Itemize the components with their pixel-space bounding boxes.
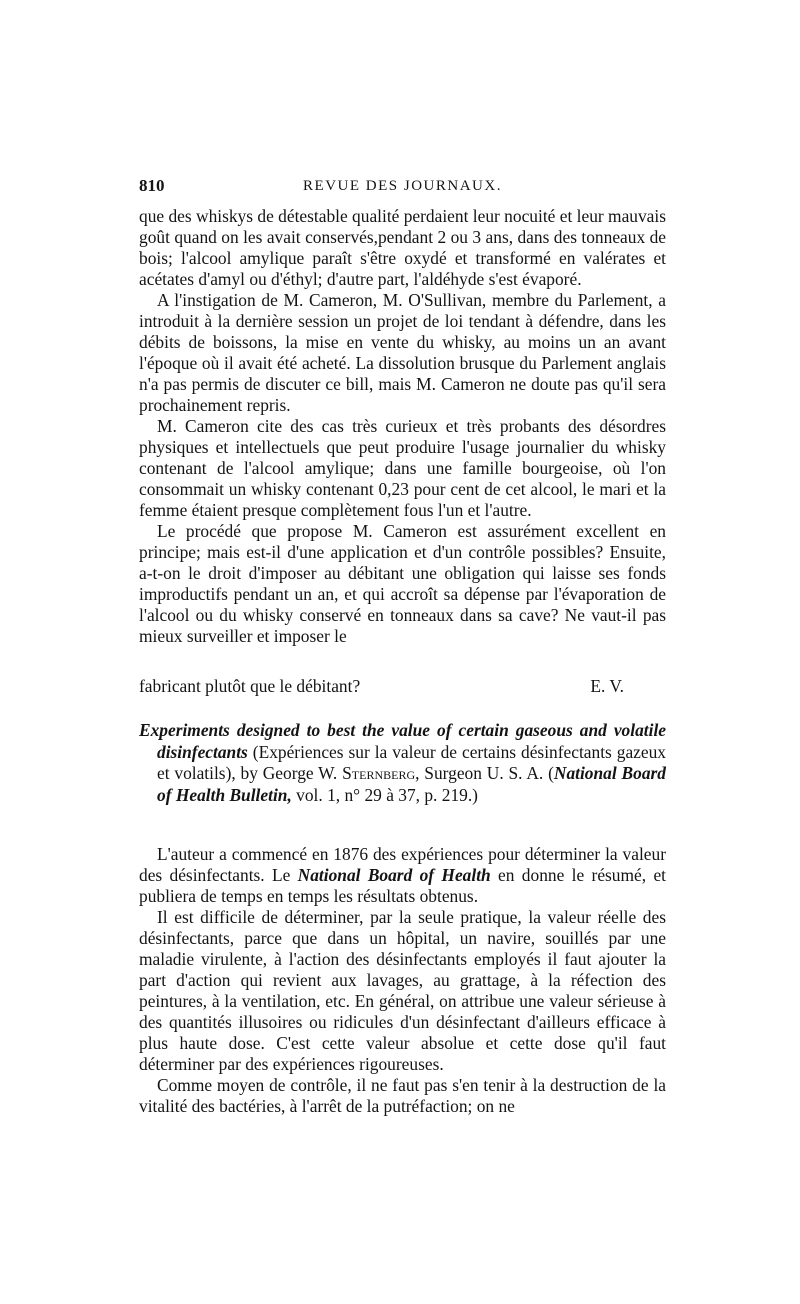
journal-volume: vol. 1, n° 29 à 37, p. 219.) xyxy=(296,784,478,805)
paragraph-text: L'auteur a commencé en 1876 des expériences pour déterminer la valeur des désinfectants. Le xyxy=(139,844,666,885)
closing-text: fabricant plutôt que le débitant? xyxy=(139,676,361,696)
journal-name: National Board of Health Bulletin, xyxy=(157,763,666,805)
article-body-part1 xyxy=(139,206,666,647)
paragraph-text: en donne le résumé, et publiera de temps en temps les résultats obtenus. xyxy=(139,865,666,906)
article-body-part2 xyxy=(139,844,666,1117)
page-header xyxy=(139,172,666,200)
signature-line xyxy=(139,676,666,697)
author-surname: Sternberg xyxy=(342,763,416,783)
running-head: REVUE DES JOURNAUX. xyxy=(303,178,502,194)
citation-translation: (Expériences sur la valeur de certains désinfectants gazeux et volatils), by George W. xyxy=(157,741,666,783)
page-number: 810 xyxy=(139,176,165,195)
paragraph: M. Cameron cite des cas très curieux et très probants des désordres physiques et intellectuels que peut produire l'usage journalier du whisky contenant de l'alcool amylique; dans une famille bourgeoise, où l'on consommait un whisky contenant 0,23 pour cent de cet alcool, le mari et la femme étaient presque complètement fous l'un et l'autre. xyxy=(139,416,666,520)
paragraph: Comme moyen de contrôle, il ne faut pas s'en tenir à la destruction de la vitalité des bactéries, à l'arrêt de la putréfaction; on ne xyxy=(139,1075,666,1116)
author-initials: E. V. xyxy=(590,676,624,696)
paragraph: Le procédé que propose M. Cameron est assurément excellent en principe; mais est-il d'une application et d'un contrôle possibles? Ensuite, a-t-on le droit d'imposer au débitant une obligation qui laisse ses fonds improductifs pendant un an, et qui accroît sa dépense par l'évaporation de l'alcool ou du whisky conservé en tonneaux dans sa cave? Ne vaut-il pas mieux surveiller et imposer le xyxy=(139,521,666,646)
paragraph: Il est difficile de déterminer, par la seule pratique, la valeur réelle des désinfectants, parce que dans un hôpital, un navire, souillés par une maladie virulente, à l'action des désinfectants employés il faut ajouter la part d'action qui revient aux lavages, au grattage, à la réfection des peintures, à la ventilation, etc. En général, on attribue une valeur sérieuse à des quantités illusoires ou ridicules d'un désinfectant d'ailleurs efficace à plus haute dose. C'est cette valeur absolue et cette dose qu'il faut déterminer par des expériences rigoureuses. xyxy=(139,907,666,1074)
paragraph: que des whiskys de détestable qualité perdaient leur nocuité et leur mauvais goût quand on les avait conservés,pendant 2 ou 3 ans, dans des tonneaux de bois; l'alcool amylique paraît s'être oxydé et transformé en valérates et acétates d'amyl ou d'éthyl; d'autre part, l'aldéhyde s'est évaporé. xyxy=(139,206,666,289)
journal-reference: National Board of Health xyxy=(297,865,491,885)
author-role: , Surgeon U. S. A. ( xyxy=(415,763,554,783)
article-title: Experiments designed to best the value of certain gaseous and volatile disinfectants xyxy=(139,720,666,762)
paragraph: A l'instigation de M. Cameron, M. O'Sullivan, membre du Parlement, a introduit à la dernière session un projet de loi tendant à défendre, dans les débits de boissons, la mise en vente du whisky, au moins un an avant l'époque où il avait été acheté. La dissolution brusque du Parlement anglais n'a pas permis de discuter ce bill, mais M. Cameron ne doute pas qu'il sera prochainement repris. xyxy=(139,290,666,415)
article-citation xyxy=(139,720,666,806)
paragraph xyxy=(139,844,666,907)
